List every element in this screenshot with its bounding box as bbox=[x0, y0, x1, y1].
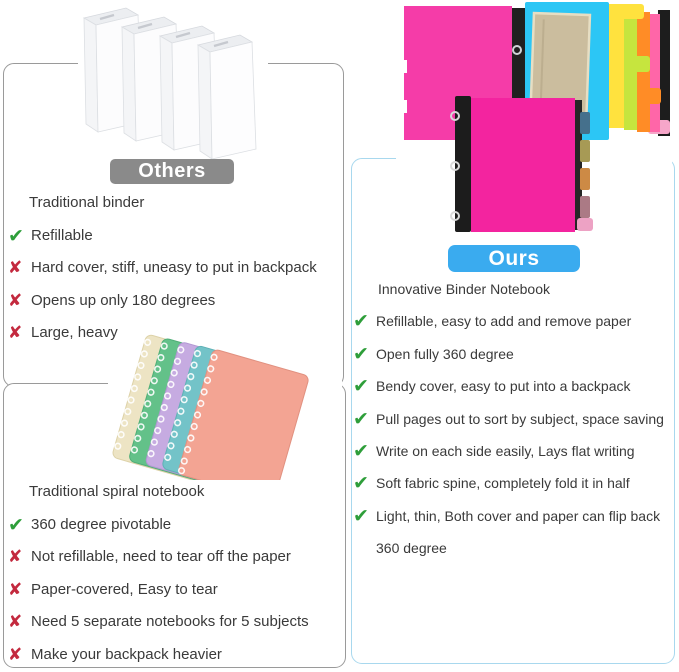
binder-notebook-image bbox=[396, 0, 672, 243]
check-icon: ✔ bbox=[353, 407, 369, 430]
cross-icon: ✘ bbox=[8, 579, 23, 600]
list-item-text: Soft fabric spine, completely fold it in half bbox=[376, 475, 630, 492]
list-item-text: Light, thin, Both cover and paper can flip back 360 degree bbox=[376, 507, 661, 557]
check-icon: ✔ bbox=[353, 342, 369, 365]
list-item bbox=[353, 435, 669, 467]
list-item-text: Refillable, easy to add and remove paper bbox=[376, 313, 632, 330]
white-binder bbox=[84, 8, 256, 159]
list-item bbox=[8, 220, 340, 253]
ours-title: Innovative Binder Notebook bbox=[378, 281, 550, 297]
cross-icon: ✘ bbox=[8, 612, 23, 633]
cross-icon: ✘ bbox=[8, 644, 23, 665]
list-item bbox=[8, 606, 342, 639]
list-item bbox=[8, 317, 340, 350]
list-item-text: Write on each side easily, Lays flat writing bbox=[376, 443, 635, 460]
list-item bbox=[8, 509, 342, 542]
list-item bbox=[353, 370, 669, 402]
list-item-text: Refillable bbox=[31, 226, 93, 244]
front-binder bbox=[451, 96, 593, 232]
list-item bbox=[353, 305, 669, 337]
section-title: Traditional binder bbox=[29, 194, 145, 211]
list-item-text: Need 5 separate notebooks for 5 subjects bbox=[31, 613, 309, 631]
others-label: Others bbox=[110, 159, 234, 184]
list-item bbox=[8, 252, 340, 285]
list-item-text: Bendy cover, easy to put into a backpack bbox=[376, 378, 631, 395]
list-item-text: Open fully 360 degree bbox=[376, 345, 514, 362]
list-item-text: Hard cover, stiff, uneasy to put in backpack bbox=[31, 259, 317, 277]
check-icon: ✔ bbox=[353, 472, 369, 495]
list-item bbox=[8, 639, 342, 672]
check-icon: ✔ bbox=[353, 504, 369, 527]
binder-notebook-art bbox=[396, 0, 672, 243]
check-icon: ✔ bbox=[8, 224, 24, 247]
list-item bbox=[353, 500, 669, 565]
ours-feature-list bbox=[353, 273, 669, 565]
check-icon: ✔ bbox=[353, 310, 369, 333]
ours-label: Ours bbox=[448, 245, 580, 272]
section-title: Traditional spiral notebook bbox=[29, 483, 205, 500]
list-item bbox=[353, 338, 669, 370]
cross-icon: ✘ bbox=[8, 547, 23, 568]
list-item bbox=[8, 285, 340, 318]
list-item-text: 360 degree pivotable bbox=[31, 515, 172, 533]
list-item-text: Large, heavy bbox=[31, 324, 118, 342]
list-item bbox=[8, 574, 342, 607]
list-item-text: Pull pages out to sort by subject, space saving bbox=[376, 410, 664, 427]
list-item bbox=[353, 467, 669, 499]
list-item bbox=[353, 403, 669, 435]
traditional-binder-list bbox=[8, 187, 340, 350]
list-item-text: Opens up only 180 degrees bbox=[31, 291, 216, 309]
cross-icon: ✘ bbox=[8, 323, 23, 344]
spiral-notebook-stack bbox=[112, 330, 310, 480]
cross-icon: ✘ bbox=[8, 258, 23, 279]
cross-icon: ✘ bbox=[8, 290, 23, 311]
white-binders-image bbox=[78, 2, 268, 160]
list-item-text: Paper-covered, Easy to tear bbox=[31, 580, 218, 598]
check-icon: ✔ bbox=[353, 440, 369, 463]
list-item-text: Not refillable, need to tear off the paper bbox=[31, 548, 291, 566]
spiral-notebook-list bbox=[8, 476, 342, 672]
check-icon: ✔ bbox=[353, 375, 369, 398]
white-binders-art bbox=[78, 2, 268, 160]
list-item bbox=[8, 541, 342, 574]
check-icon: ✔ bbox=[8, 513, 24, 536]
list-item-text: Make your backpack heavier bbox=[31, 645, 222, 663]
